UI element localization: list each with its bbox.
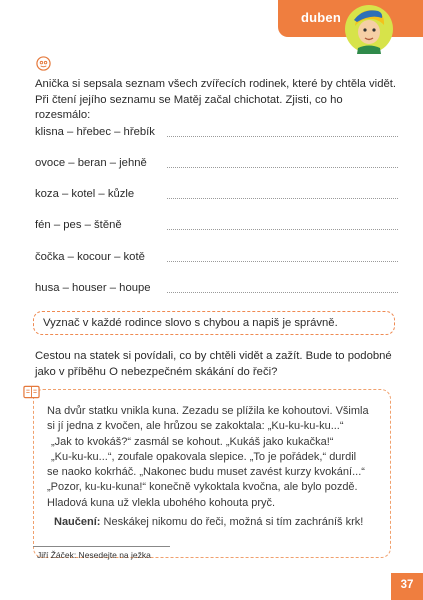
family-row bbox=[35, 157, 398, 173]
lesson-text: Neskákej nikomu do řeči, možná si tím zachráníš krk! bbox=[100, 516, 364, 528]
story-line: „Pozor, ku-ku-kuna!“ konečně vykoktala kvočna, ale bylo pozdě. bbox=[47, 481, 358, 494]
answer-line[interactable] bbox=[167, 292, 398, 293]
story-line: „Jak to kvokáš?“ zasmál se kohout. „Kukáš jako kukačka!“ bbox=[51, 435, 334, 448]
page-number-box bbox=[391, 573, 423, 600]
story-line: „Ku-ku-ku...“, zoufale opakovala slepice. „To je pořádek,“ durdil bbox=[51, 450, 357, 463]
source-divider bbox=[33, 546, 170, 547]
source-citation: Jiří Žáček: Nesedejte na ježka bbox=[37, 550, 151, 560]
family-words: ovoce – beran – jehně bbox=[35, 157, 147, 169]
family-words: husa – houser – houpe bbox=[35, 282, 151, 294]
story-line: Na dvůr statku vnikla kuna. Zezadu se plížila ke kohoutovi. Všimla bbox=[47, 405, 369, 417]
story-line: si jí jedna z kvočen, ale hrůzou se zakoktala: „Ku-ku-ku-ku...“ bbox=[47, 420, 344, 433]
story-line: se naoko kokrháč. „Nakonec budu muset zavést kurzy kvokání...“ bbox=[47, 466, 365, 479]
answer-line[interactable] bbox=[167, 229, 398, 230]
lesson bbox=[54, 516, 394, 528]
family-words: čočka – kocour – kotě bbox=[35, 251, 145, 263]
family-row bbox=[35, 251, 398, 267]
answer-line[interactable] bbox=[167, 261, 398, 262]
family-row bbox=[35, 188, 398, 204]
family-row bbox=[35, 219, 398, 235]
page-number: 37 bbox=[400, 579, 414, 591]
family-row bbox=[35, 282, 398, 298]
book-icon bbox=[23, 384, 40, 400]
family-words: fén – pes – štěně bbox=[35, 219, 122, 231]
answer-line[interactable] bbox=[167, 136, 398, 137]
month-label: duben bbox=[301, 10, 341, 25]
story-text bbox=[47, 404, 387, 511]
boy-mascot-icon bbox=[343, 2, 395, 54]
answer-line[interactable] bbox=[167, 167, 398, 168]
task-intro: Anička si sepsala seznam všech zvířecích rodinek, které by chtěla vidět. Při čtení jejího seznamu se Matěj začal chichotat. Zjisti, co ho rozesmálo: bbox=[35, 78, 397, 121]
family-words: klisna – hřebec – hřebík bbox=[35, 126, 155, 138]
instruction-box: Vyznač v každé rodince slovo s chybou a napiš je správně. bbox=[33, 311, 395, 335]
answer-line[interactable] bbox=[167, 198, 398, 199]
story-prompt: Cestou na statek si povídali, co by chtěli vidět a zažít. Bude to podobné jako v příběhu O nebezpečném skákání do řeči? bbox=[35, 350, 392, 378]
story-line: Hladová kuna už vlekla ubohého kohouta pryč. bbox=[47, 496, 276, 509]
family-words: koza – kotel – kůzle bbox=[35, 188, 135, 200]
reading-task-icon bbox=[36, 56, 51, 71]
family-row bbox=[35, 126, 398, 142]
lesson-label: Naučení: bbox=[54, 516, 101, 528]
